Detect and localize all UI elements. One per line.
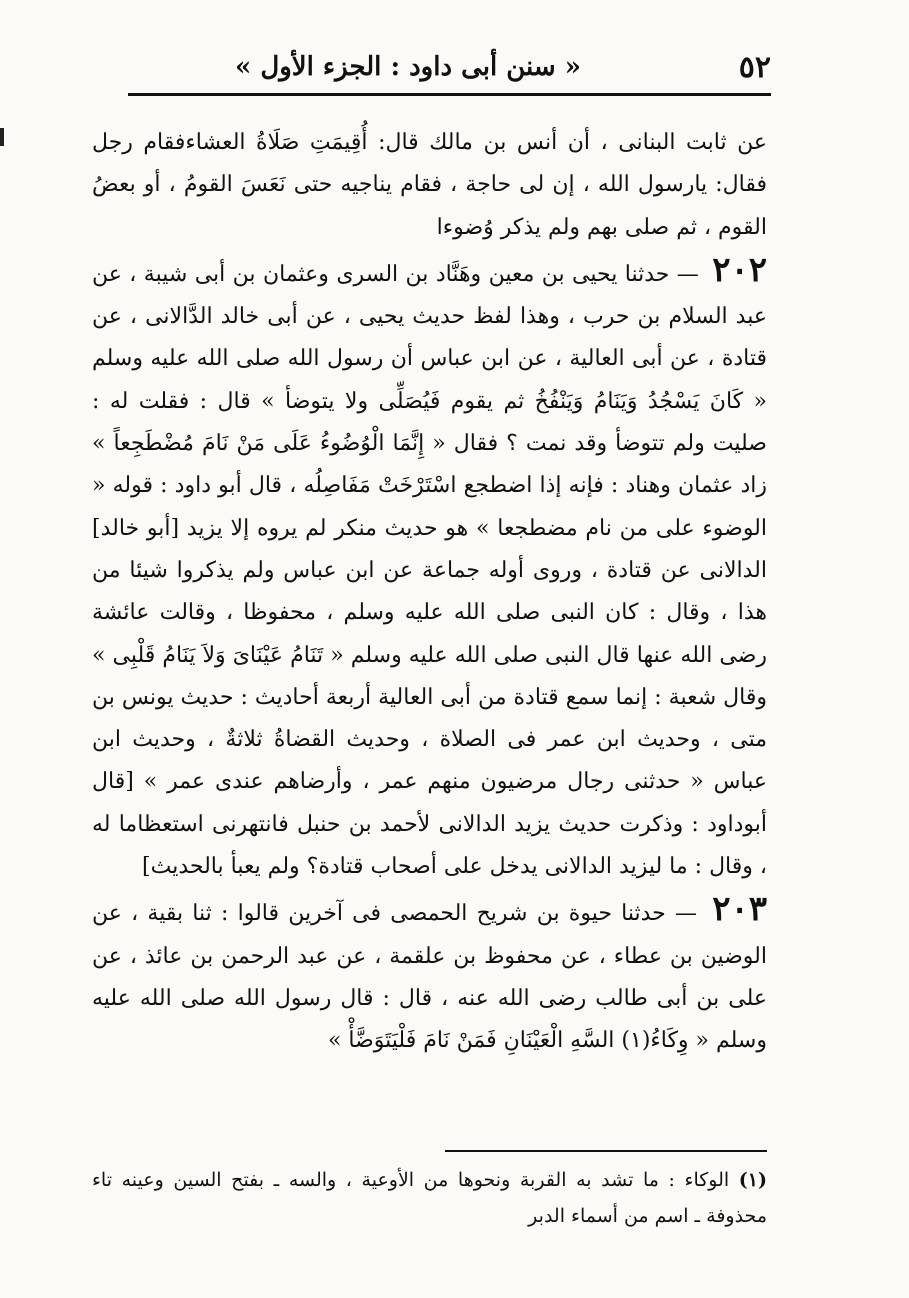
running-title: « سنن أبى داود : الجزء الأول » xyxy=(235,52,581,82)
footnote xyxy=(92,1162,767,1234)
paragraph-text: — حدثنا يحيى بن معين وهَنَّاد بن السرى وعثمان بن أبى شيبة ، عن عبد السلام بن حرب ، وهذا لفظ حديث يحيى ، عن أبى خالد الدَّالانى ، عن قتادة ، عن أبى العالية ، عن ابن عباس أن رسول الله صلى الله عليه وسلم « كَانَ يَسْجُدُ وَيَنَامُ وَيَنْفُخُ ثم يقوم فَيُصَلِّى ولا يتوضأ » قال : فقلت له : صليت ولم تتوضأ وقد نمت ؟ فقال « إِنَّمَا الْوُضُوءُ عَلَى مَنْ نَامَ مُضْطَجِعاً » زاد عثمان وهناد : فإنه إذا اضطجع اسْتَرْخَتْ مَفَاصِلُه ، قال أبو داود : قوله « الوضوء على من نام مضطجعا » هو حديث منكر لم يروه إلا يزيد [أبو خالد] الدالانى عن قتادة ، وروى أوله جماعة عن ابن عباس ولم يذكروا شيئا من هذا ، وقال : كان النبى صلى الله عليه وسلم ، محفوظا ، وقالت عائشة رضى الله عنها قال النبى صلى الله عليه وسلم « تَنَامُ عَيْنَاىَ وَلاَ يَنَامُ قَلْبِى » وقال شعبة : إنما سمع قتادة من أبى العالية أربعة أحاديث : حديث يونس بن متى ، وحديث ابن عمر فى الصلاة ، وحديث القضاةُ ثلاثةٌ ، وحديث ابن عباس « حدثنى رجال مرضيون منهم عمر ، وأرضاهم عندى عمر » [قال أبوداود : وذكرت حديث يزيد الدالانى لأحمد بن حنبل فانتهرنى استعظاما له ، وقال : ما ليزيد الدالانى يدخل على أصحاب قتادة؟ ولم يعبأ بالحديث] xyxy=(92,261,768,880)
paragraph-text: — حدثنا حيوة بن شريح الحمصى فى آخرين قالوا : ثنا بقية ، عن الوضين بن عطاء ، عن محفوظ بن علقمة ، عن عبد الرحمن بن عائذ ، عن على بن أبى طالب رضى الله عنه ، قال : قال رسول الله صلى الله عليه وسلم « وِكَاءُ(١) السَّهِ الْعَيْنَانِ فَمَنْ نَامَ فَلْيَتَوَضَّأْ » xyxy=(92,901,767,1054)
main-text xyxy=(92,122,767,1063)
margin-mark xyxy=(0,128,4,146)
page-number: ٥٢ xyxy=(738,50,771,85)
hadith-202 xyxy=(92,249,767,888)
footnote-label: (١) xyxy=(738,1169,768,1191)
header-rule xyxy=(128,93,771,96)
hadith-203 xyxy=(92,888,767,1062)
hadith-number: ٢٠٣ xyxy=(712,889,767,930)
hadith-number: ٢٠٢ xyxy=(712,249,768,290)
paragraph-continuation xyxy=(92,122,767,249)
footnote-rule xyxy=(445,1150,767,1152)
footnote-text: الوكاء : ما تشد به القربة ونحوها من الأوعية ، والسه ـ بفتح السين وعينه تاء محذوفة ـ اسم من أسماء الدبر xyxy=(92,1169,767,1227)
paragraph-text: عن ثابت البنانى ، أن أنس بن مالك قال: أُقِيمَتِ صَلَاةُ العشاءفقام رجل فقال: يارسول الله ، إن لى حاجة ، فقام يناجيه حتى نَعَسَ القومُ ، أو بعضُ القوم ، ثم صلى بهم ولم يذكر وُضوءا xyxy=(92,130,767,240)
page-header xyxy=(128,40,771,92)
